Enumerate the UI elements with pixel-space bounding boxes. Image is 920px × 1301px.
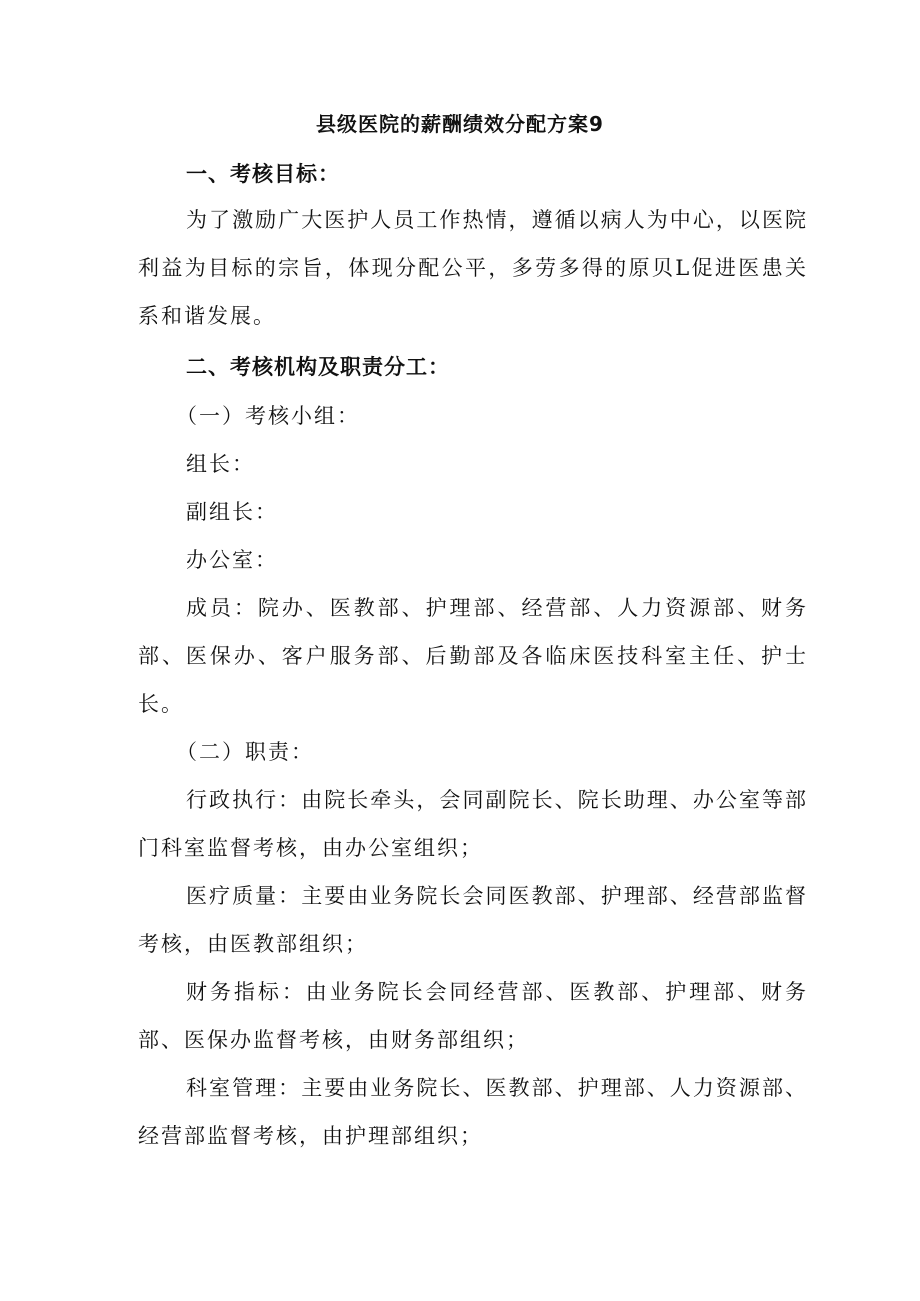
line-leader: 组长： — [186, 452, 255, 476]
paragraph-duty-department: 科室管理：主要由业务院长、医教部、护理部、人力资源部、经营部监督考核，由护理部组织； — [138, 1076, 808, 1148]
subsection-duties: （二）职责： — [176, 740, 314, 764]
line-office: 办公室： — [186, 548, 278, 572]
document-title: 县级医院的薪酬绩效分配方案9 — [316, 112, 604, 136]
subsection-assessment-group: （一）考核小组： — [176, 404, 360, 428]
paragraph-assessment-goal: 为了激励广大医护人员工作热情，遵循以病人为中心，以医院利益为目标的宗旨，体现分配公平，多劳多得的原贝L促进医患关系和谐发展。 — [138, 208, 808, 328]
paragraph-duty-finance: 财务指标：由业务院长会同经营部、医教部、护理部、财务部、医保办监督考核，由财务部组织； — [138, 980, 808, 1052]
paragraph-duty-admin: 行政执行：由院长牵头，会同副院长、院长助理、办公室等部门科室监督考核，由办公室组织； — [138, 788, 808, 860]
section-heading-organization: 二、考核机构及职责分工： — [186, 355, 450, 379]
paragraph-members: 成员：院办、医教部、护理部、经营部、人力资源部、财务部、医保办、客户服务部、后勤部及各临床医技科室主任、护士长。 — [138, 596, 808, 716]
section-heading-assessment-goal: 一、考核目标： — [186, 162, 340, 186]
paragraph-duty-quality: 医疗质量：主要由业务院长会同医教部、护理部、经营部监督考核，由医教部组织； — [138, 884, 808, 956]
line-deputy-leader: 副组长： — [186, 500, 278, 524]
